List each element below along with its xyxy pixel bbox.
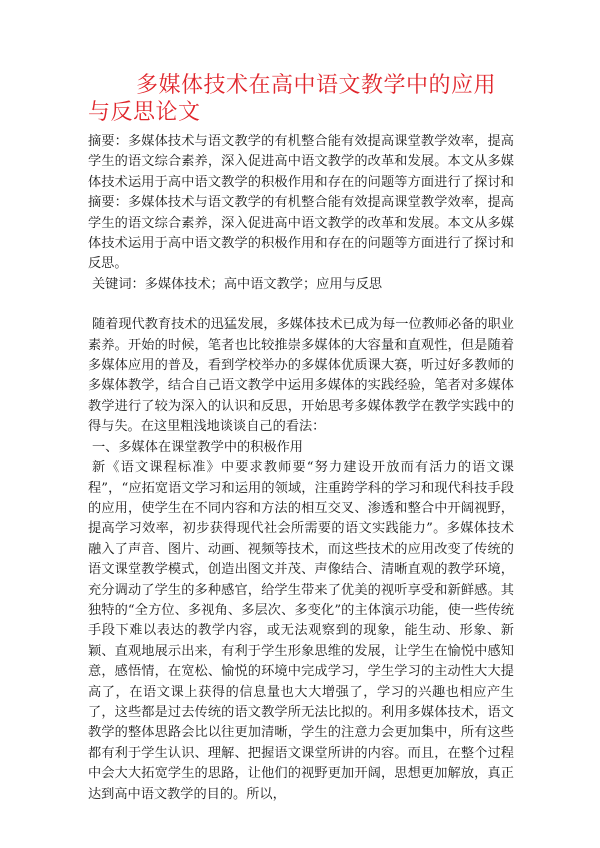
section-heading: 一、多媒体在课堂教学中的积极作用 <box>92 439 303 455</box>
intro-paragraph: 随着现代教育技术的迅猛发展，多媒体技术已成为每一位教师必备的职业素养。开始的时候，笔者也比较推崇多媒体的大容量和直观性，但是随着多媒体应用的普及，看到学校举办的多媒体优质课大赛，听过好多教师的多媒体教学，结合自己语文教学中运用多媒体的实践经验，笔者对多媒体教学进行了较为深入的认识和反思，开始思考多媒体教学在教学实践中的得与失。在这里粗浅地谈谈自己的看法： <box>88 317 514 435</box>
document-title: 多媒体技术在高中语文教学中的应用与反思论文 <box>88 73 497 125</box>
keywords-line: 关键词：多媒体技术；高中语文教学；应用与反思 <box>92 276 383 292</box>
abstract-paragraph: 摘要：多媒体技术与语文教学的有机整合能有效提高课堂教学效率，提高学生的语文综合素养，深入促进高中语文教学的改革和发展。本文从多媒体技术运用于高中语文教学的积极作用和存在的问题等方面进行了探讨和 摘要：多媒体技术与语文教学的有机整合能有效提高课堂教学效率，提高学生的语文综合素养，深入促进高中语文教学的改革和发展。本文从多媒体技术运用于高中语文教学的积极作用和存在的问题等方面进行了探讨和反思。 <box>88 134 514 272</box>
blank-line <box>88 295 514 315</box>
section-body-paragraph: 新《语文课程标准》中要求教师要“努力建设开放而有活力的语文课程”，“应拓宽语文学习和运用的领域，注重跨学科的学习和现代科技手段的应用，使学生在不同内容和方法的相互交叉、渗透和整合中开阔视野，提高学习效率，初步获得现代社会所需要的语文实践能力”。多媒体技术融入了声音、图片、动画、视频等技术，而这些技术的应用改变了传统的语文课堂教学模式，创造出图文并茂、声像结合、清晰直观的教学环境，充分调动了学生的多种感官，给学生带来了优美的视听享受和新鲜感。其独特的“全方位、多视角、多层次、多变化”的主体演示功能，使一些传统手段下难以表达的教学内容，或无法观察到的现象，能生动、形象、新颖、直观地展示出来，有利于学生形象思维的发展，让学生在愉悦中感知意，感悟情，在宽松、愉悦的环境中完成学习，学生学习的主动性大大提高了，在语文课上获得的信息量也大大增强了，学习的兴趣也相应产生了，这些都是过去传统的语文教学所无法比拟的。利用多媒体技术，语文教学的整体思路会比以往更加清晰，学生的注意力会更加集中，所有这些都有利于学生认识、理解、把握语文课堂所讲的内容。而且，在整个过程中会大大拓宽学生的思路，让他们的视野更加开阔，思想更加解放，真正达到高中语文教学的目的。所以， <box>88 460 514 802</box>
